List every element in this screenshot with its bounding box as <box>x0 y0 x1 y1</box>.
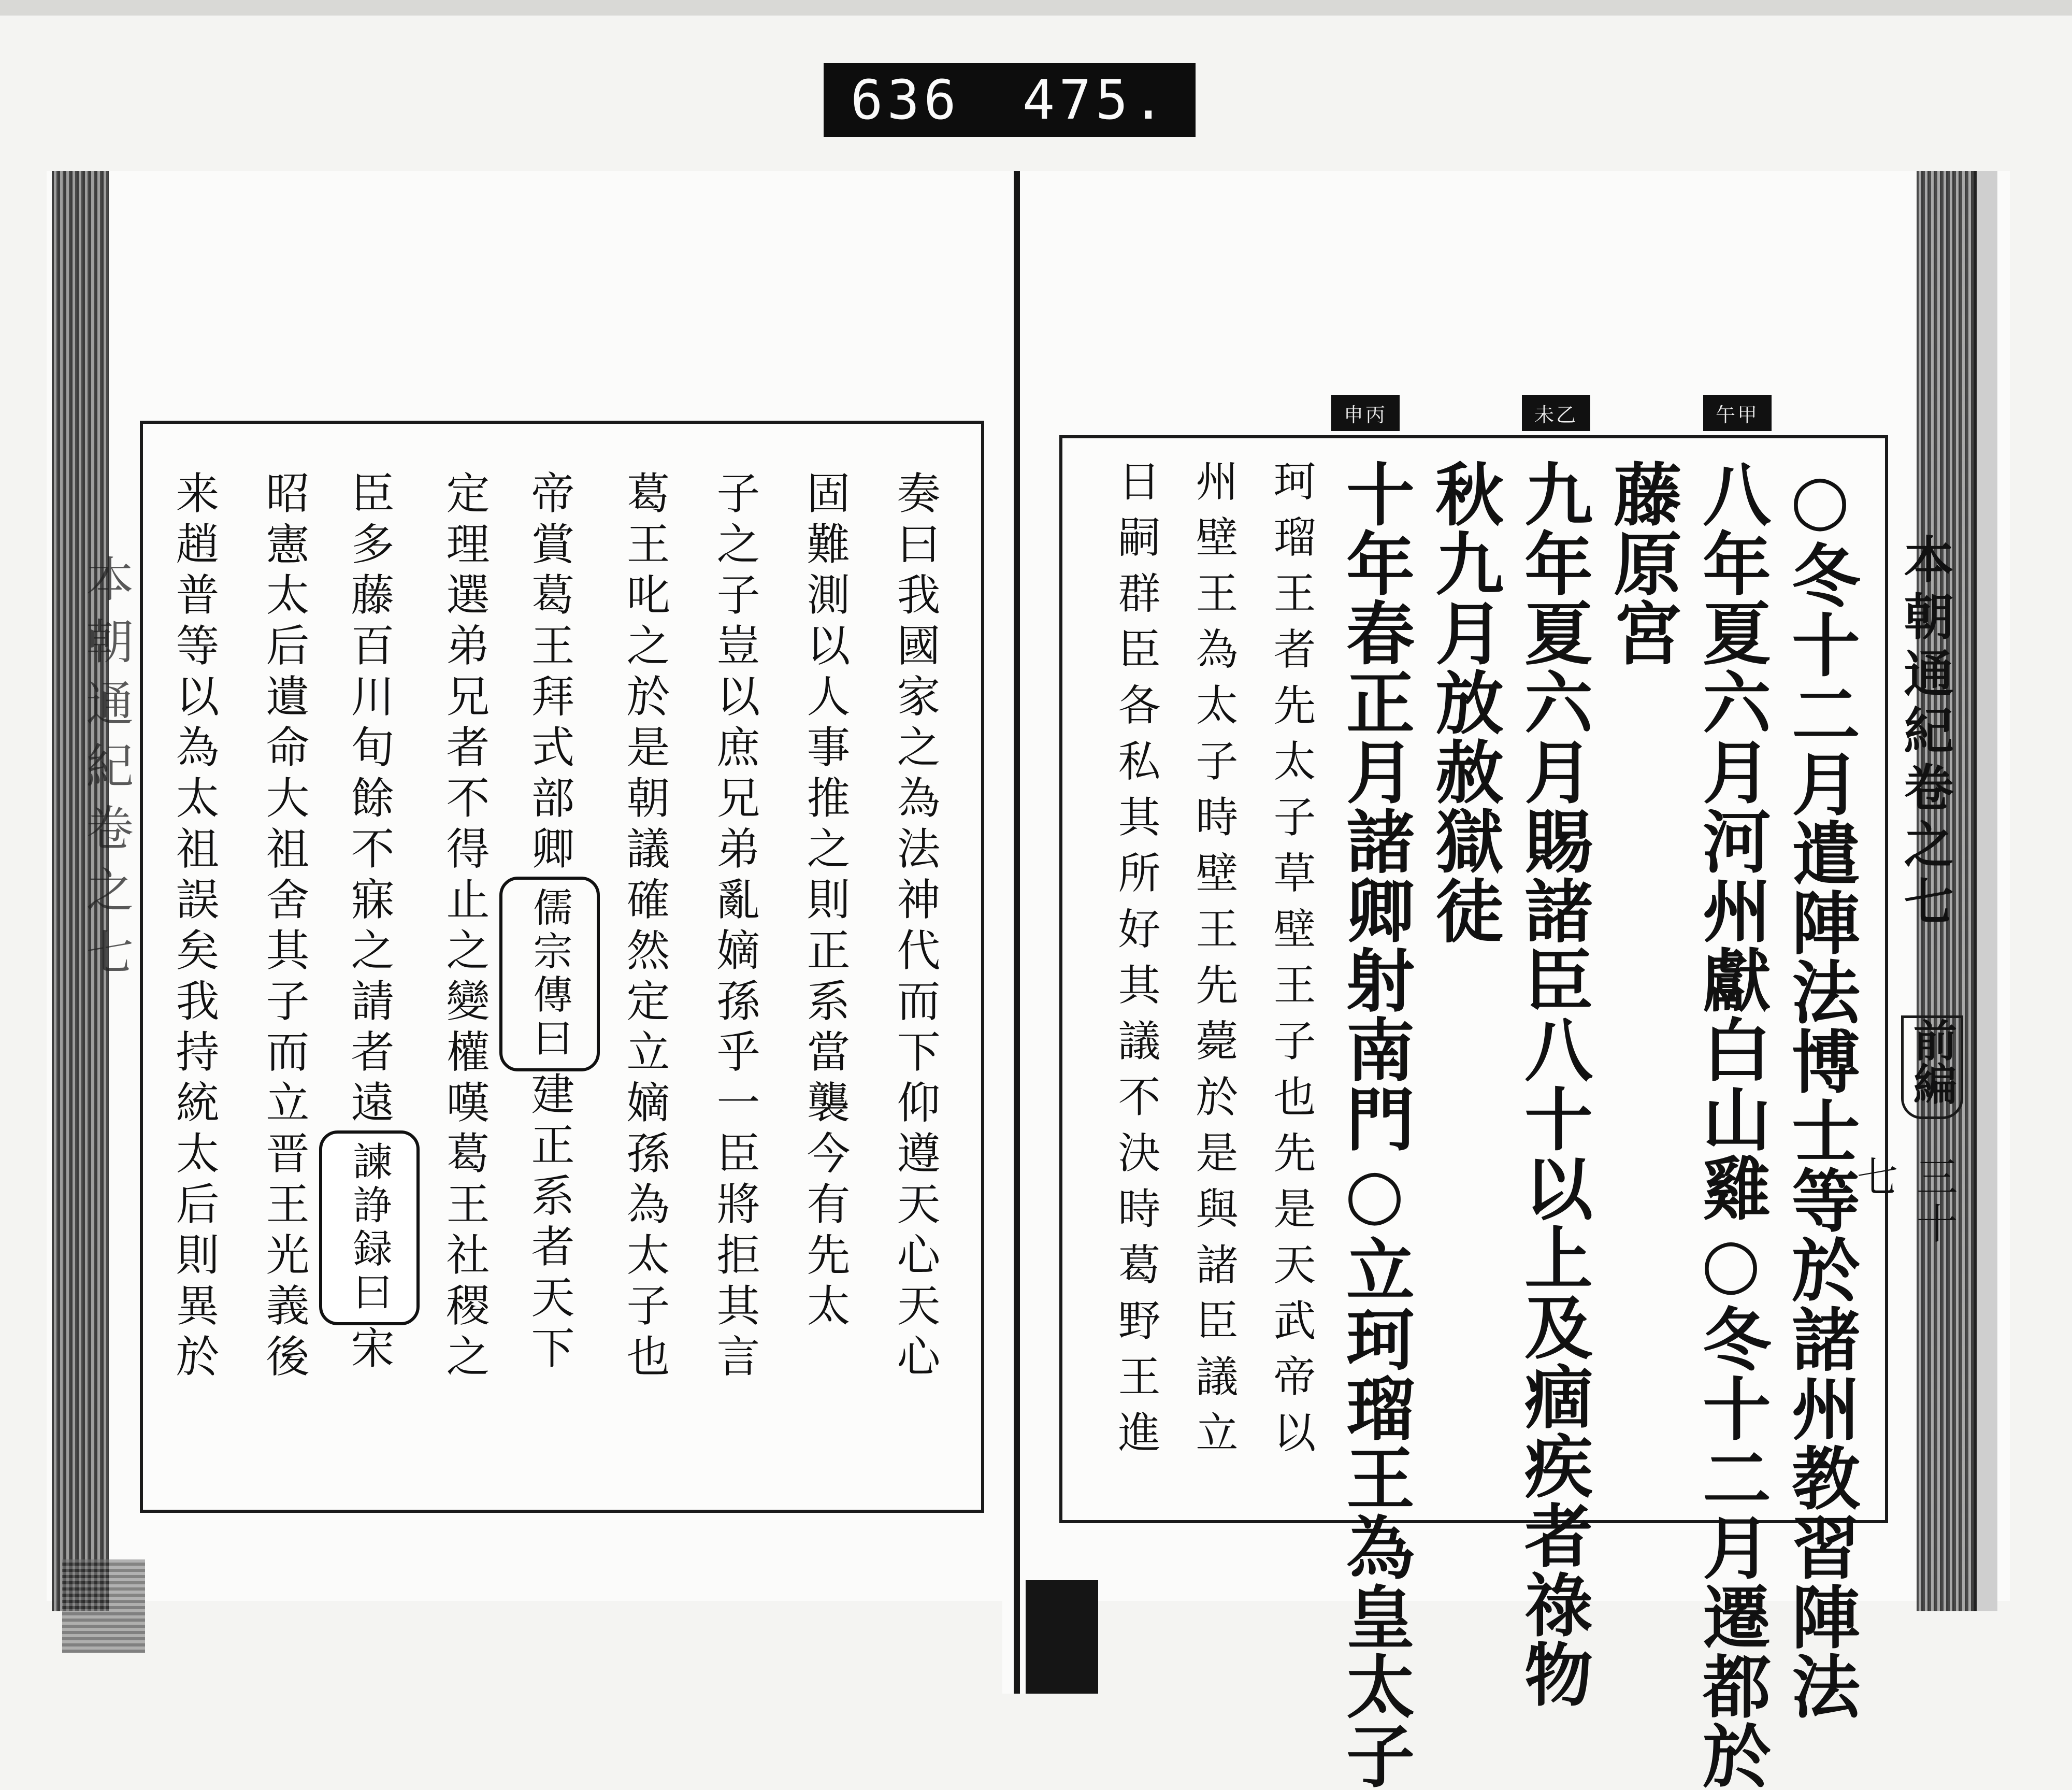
right-column-7: 珂瑠王者先太子草壁王子也先是天武帝以 <box>1267 459 1316 1466</box>
left-column-7-tail: 宋 <box>344 1325 395 1376</box>
right-margin-page-number: 三十七 <box>1850 1155 1958 1249</box>
left-column-8: 昭憲太后遺命大祖舍其子而立晋王光義後 <box>259 470 310 1384</box>
left-column-1: 奏曰我國家之為法神代而下仰遵天心天心 <box>890 470 941 1384</box>
left-column-5-text: 帝賞葛王拜式部卿 <box>524 470 575 877</box>
left-column-6: 定理選弟兄者不得止之變權嘆葛王社稷之 <box>439 470 490 1384</box>
right-column-8: 州壁王為太子時壁王先薨於是與諸臣議立 <box>1189 459 1238 1466</box>
right-margin-section: 前編 <box>1901 1015 1963 1119</box>
gutter-shadow <box>1026 1580 1098 1694</box>
right-margin-title: 本朝通紀卷之七 <box>1896 534 1954 933</box>
left-margin-title: 本朝通紀卷之七 <box>78 554 134 990</box>
microfilm-frame-number <box>824 63 1196 137</box>
left-column-3: 子之子豈以庶兄弟亂嫡孫乎一臣將拒其言 <box>710 470 760 1384</box>
year-tab-bingshen: 申丙 <box>1331 395 1400 431</box>
scan-top-strip <box>0 0 2072 16</box>
frame-number-2: 475. <box>1022 68 1169 132</box>
right-column-3: 藤原宮 <box>1602 459 1682 667</box>
right-column-9: 日嗣群臣各私其所好其議不決時葛野王進 <box>1111 459 1160 1466</box>
left-page-text-frame <box>140 421 984 1513</box>
right-column-6: 十年春正月諸卿射南門○立珂瑠王為皇太子 <box>1334 459 1415 1790</box>
left-column-5-tail: 建正系者天下 <box>524 1071 575 1376</box>
left-column-2: 固難測以人事推之則正系當襲今有先太 <box>800 470 851 1334</box>
left-column-7 <box>329 470 420 1499</box>
right-page-text-frame <box>1059 435 1888 1790</box>
source-note-rujiaozhuan: 儒宗傳曰 <box>499 877 600 1071</box>
right-column-1: ○冬十二月遣陣法博士等於諸州教習陣法 <box>1780 459 1860 1721</box>
source-note-jianzhenglu: 諫諍録曰 <box>319 1130 420 1325</box>
left-column-7-text: 臣多藤百川旬餘不寐之請者遠 <box>344 470 395 1130</box>
left-column-4: 葛王叱之於是朝議確然定立嫡孫為太子也 <box>620 470 670 1384</box>
left-column-9: 来趙普等以為太祖誤矣我持統太后則異於 <box>169 470 220 1384</box>
left-column-5 <box>510 470 600 1499</box>
book-gutter <box>1002 171 1039 1694</box>
right-column-4: 九年夏六月賜諸臣八十以上及痼疾者祿物 <box>1513 459 1593 1709</box>
right-column-5: 秋九月放赦獄徒 <box>1423 459 1504 945</box>
frame-number-1: 636 <box>850 68 960 132</box>
book-edge-right <box>1974 171 1997 1611</box>
year-tab-jiawu: 午甲 <box>1703 395 1772 431</box>
page-edge-shadow <box>62 1559 145 1653</box>
year-tab-yiwei: 未乙 <box>1522 395 1590 431</box>
right-column-2: 八年夏六月河州獻白山雞○冬十二月遷都於 <box>1691 459 1771 1790</box>
